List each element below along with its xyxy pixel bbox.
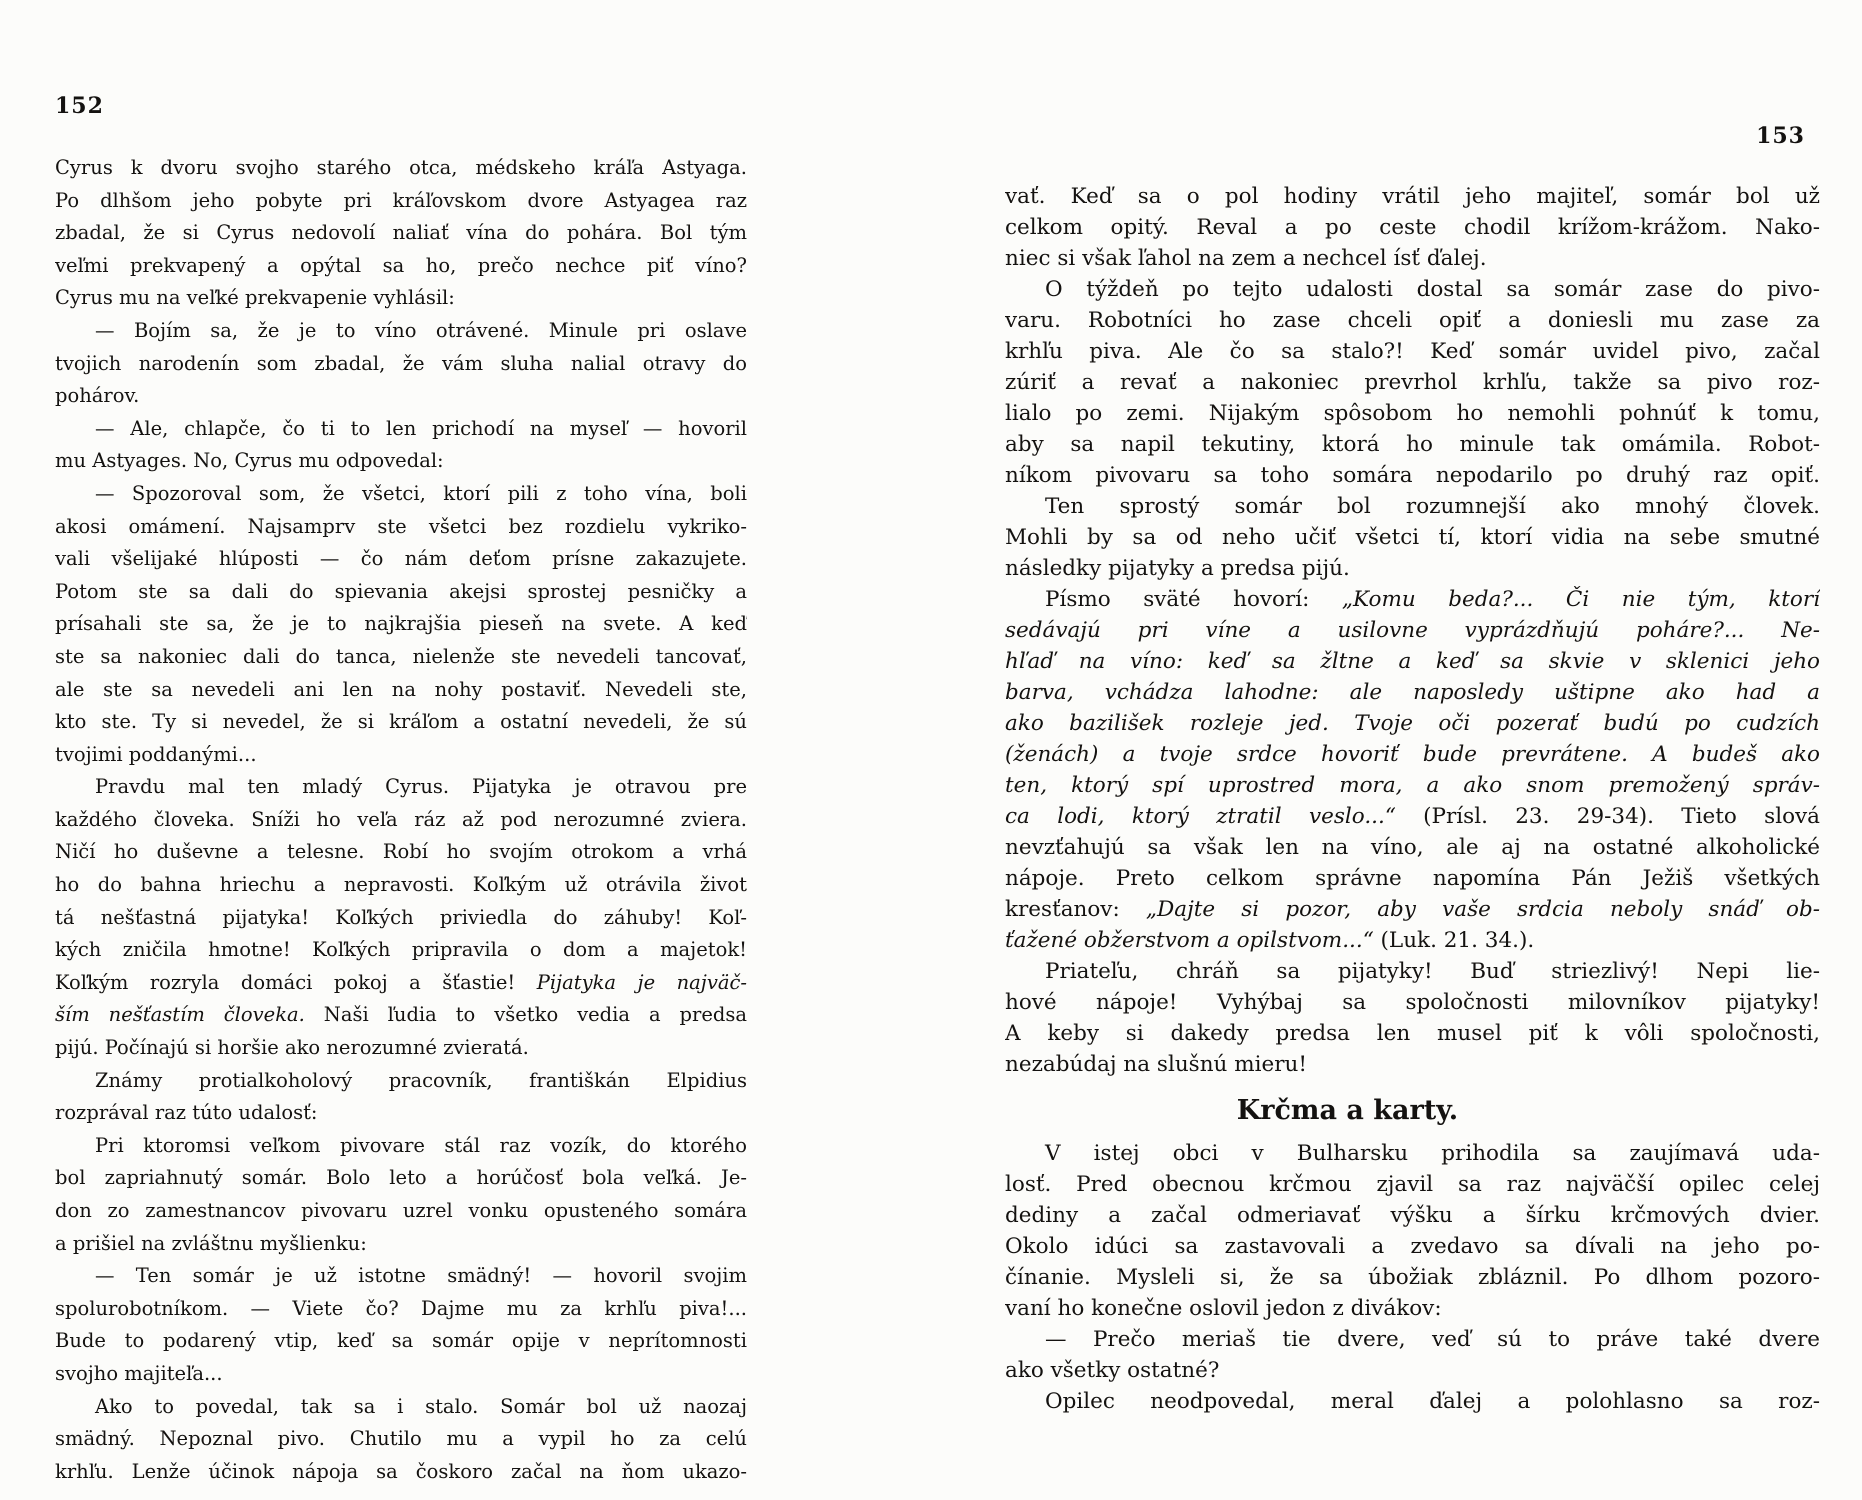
text-line [55,1293,747,1326]
text-segment: Opilec neodpovedal, meral ďalej a polohlasno sa roz- [1045,1389,1820,1414]
text-line [1005,553,1820,584]
text-segment: varu. Robotníci ho zase chceli opiť a doniesli mu zase za [1005,308,1820,333]
italic-text-segment: (ženách) a tvoje srdce hovoriť bude prevrátene. A budeš ako [1005,742,1820,767]
text-line [55,1195,747,1228]
text-line [55,1065,747,1098]
text-segment: ako všetky ostatné? [1005,1358,1220,1383]
text-segment: — Ale, chlapče, čo ti to len prichodí na myseľ — hovoril [95,416,747,440]
text-segment: níkom pivovaru sa toho somára nepodarilo po druhý raz opiť. [1005,463,1820,488]
text-line [55,706,747,739]
text-segment: čínanie. Mysleli si, že sa úbožiak zbláznil. Po dlhom pozoro- [1005,1265,1820,1290]
text-segment: Mohli by sa od neho učiť všetci tí, ktorí vidia na sebe smutné [1005,525,1820,550]
text-segment: Po dlhšom jeho pobyte pri kráľovskom dvore Astyagea raz [55,188,747,212]
text-line [55,1228,747,1261]
text-segment: krhľu piva. Ale čo sa stalo?! Keď somár uvidel pivo, začal [1005,339,1820,364]
text-line [55,641,747,674]
text-line [1005,1138,1820,1169]
text-line [55,1260,747,1293]
italic-text-segment: ca lodi, ktorý ztratil veslo...“ [1005,804,1396,829]
text-line [55,478,747,511]
text-segment: Priateľu, chráň sa pijatyky! Buď striezlivý! Nepi lie- [1045,959,1820,984]
text-line [1005,801,1820,832]
text-segment: Písmo sväté hovorí: [1045,587,1342,612]
text-line [55,934,747,967]
text-line [1005,677,1820,708]
text-segment: vali všelijaké hlúposti — čo nám deťom prísne zakazujete. [55,547,747,571]
text-segment: následky pijatyky a predsa pijú. [1005,556,1350,581]
italic-text-segment: ťažené obžerstvom a opilstvom...“ [1005,928,1374,953]
text-line [1005,212,1820,243]
text-line [55,511,747,544]
text-segment: ho do bahna hriechu a nepravosti. Koľkým už otrávila život [55,873,747,897]
italic-text-segment: hľaď na víno: keď sa žltne a keď sa skvie v sklenici jeho [1005,649,1820,674]
text-line [55,1391,747,1424]
text-segment: O týždeň po tejto udalosti dostal sa somár zase do pivo- [1045,277,1820,302]
text-segment: vaní ho konečne oslovil jedon z divákov: [1005,1296,1442,1321]
left-page-text [55,152,747,1488]
text-segment: Naši ľudia to všetko vedia a predsa [304,1003,747,1027]
text-segment: svojho majiteľa... [55,1361,223,1385]
text-segment: (Prísl. 23. 29-34). Tieto slová [1395,804,1820,829]
text-line [1005,739,1820,770]
text-segment: V istej obci v Bulharsku prihodila sa zaujímavá uda- [1045,1141,1820,1166]
text-line [55,902,747,935]
italic-text-segment: ším nešťastím človeka. [55,1003,305,1027]
text-line [55,967,747,1000]
text-line [1005,491,1820,522]
text-segment: bol zapriahnutý somár. Bolo leto a horúčosť bola veľká. Je- [55,1166,747,1190]
text-segment: spolurobotníkom. — Viete čo? Dajme mu za krhľu piva!... [55,1296,747,1320]
text-segment: (Luk. 21. 34.). [1373,928,1535,953]
text-segment: mu Astyages. No, Cyrus mu odpovedal: [55,449,444,473]
text-line [1005,1386,1820,1417]
text-line [1005,1018,1820,1049]
text-line [55,836,747,869]
italic-text-segment: ten, ktorý spí uprostred mora, a ako snom premožený správ- [1005,773,1820,798]
text-line [1005,243,1820,274]
text-segment: prísahali ste sa, že je to najkrajšia pieseň na svete. A keď [55,612,747,636]
page-number-left: 152 [55,93,104,119]
text-line [1005,1293,1820,1324]
text-line [1005,584,1820,615]
italic-text-segment: „Dajte si pozor, aby vaše srdcia neboly snáď ob- [1145,897,1820,922]
text-line [1005,1169,1820,1200]
text-segment: — Prečo meriaš tie dvere, veď sú to práve také dvere [1045,1327,1820,1352]
italic-text-segment: barva, vchádza lahodne: ale naposledy uštipne ako had a [1005,680,1820,705]
text-line [55,1032,747,1065]
text-line [55,152,747,185]
text-segment: pohárov. [55,384,140,408]
text-line [1005,956,1820,987]
text-line [55,608,747,641]
text-line [55,1456,747,1489]
section-heading: Krčma a karty. [1236,1095,1459,1126]
text-line [1005,615,1820,646]
text-segment: pijú. Počínajú si horšie ako nerozumné zvieratá. [55,1036,529,1060]
left-page [55,93,747,1488]
text-segment: Cyrus k dvoru svojho starého otca, médskeho kráľa Astyaga. [55,156,747,179]
text-line [55,217,747,250]
text-line [1005,987,1820,1018]
text-line [1005,646,1820,677]
text-line [1005,708,1820,739]
text-segment: kresťanov: [1005,897,1146,922]
text-segment: dediny a začal odmeriavať výšku a šírku krčmových dvier. [1005,1203,1820,1228]
text-line [55,869,747,902]
text-segment: losť. Pred obecnou krčmou zjavil sa raz najväčší opilec celej [1005,1172,1820,1197]
text-line [55,1325,747,1358]
text-line [1005,274,1820,305]
text-segment: Známy protialkoholový pracovník, františkán Elpidius [95,1068,747,1092]
text-line [55,380,747,413]
italic-text-segment: ako bazilišek rozleje jed. Tvoje oči pozerať budú po cudzích [1005,711,1820,736]
text-line [55,413,747,446]
text-segment: don zo zamestnancov pivovaru uzrel vonku opusteného somára [55,1199,747,1222]
text-line [55,315,747,348]
text-segment: Ako to povedal, tak sa i stalo. Somár bol už naozaj [95,1394,747,1418]
text-line [55,576,747,609]
text-line [1005,398,1820,429]
text-line [1005,429,1820,460]
text-segment: každého človeka. Sníži ho veľa ráz až pod nerozumné zviera. [55,807,747,831]
text-segment: — Ten somár je už istotne smädný! — hovoril svojim [95,1264,747,1288]
text-segment: Pravdu mal ten mladý Cyrus. Pijatyka je otravou pre [95,775,747,799]
italic-text-segment: Pijatyka je najväč- [536,970,747,994]
text-segment: — Spozoroval som, že všetci, ktorí pili z toho vína, boli [95,481,747,505]
text-segment: niec si však ľahol na zem a nechcel ísť ďalej. [1005,246,1487,271]
text-line [1005,863,1820,894]
text-line [1005,1231,1820,1262]
text-line [55,1423,747,1456]
text-segment: nevzťahujú sa však len na víno, ale aj na ostatné alkoholické [1005,835,1820,860]
text-segment: Okolo idúci sa zastavovali a zvedavo sa dívali na jeho po- [1005,1234,1820,1259]
text-segment: krhľu. Lenže účinok nápoja sa čoskoro začal na ňom ukazo- [55,1459,747,1483]
text-segment: Potom ste sa dali do spievania akejsi sprostej pesničky a [55,579,747,603]
text-line [55,348,747,381]
text-segment: aby sa napil tekutiny, ktorá ho minule tak omámila. Robot- [1005,432,1820,457]
text-segment: Pri ktoromsi veľkom pivovare stál raz vozík, do ktorého [95,1133,747,1157]
text-segment: Cyrus mu na veľké prekvapenie vyhlásil: [55,286,455,310]
text-line [55,674,747,707]
text-line [1005,1200,1820,1231]
text-line [55,282,747,315]
text-line [1005,925,1820,956]
text-line [1005,1324,1820,1355]
text-segment: kých zničila hmotne! Koľkých pripravila o dom a majetok! [55,938,747,962]
text-segment: tvojimi poddanými... [55,742,257,766]
text-segment: Ten sprostý somár bol rozumnejší ako mnohý človek. [1045,494,1820,519]
text-line [55,1130,747,1163]
text-segment: Ničí ho duševne a telesne. Robí ho svojím otrokom a vrhá [55,840,747,864]
text-segment: tvojich narodenín som zbadal, že vám sluha nalial otravy do [55,351,747,375]
text-line [1005,336,1820,367]
text-segment: zúriť a revať a nakoniec prevrhol krhľu, takže sa pivo roz- [1005,370,1820,395]
text-segment: A keby si dakedy predsa len musel piť k vôli spoločnosti, [1005,1021,1820,1046]
text-segment: zbadal, že si Cyrus nedovolí naliať vína do pohára. Bol tým [55,221,747,245]
text-line [1005,832,1820,863]
text-segment: akosi omámení. Najsamprv ste všetci bez rozdielu vykriko- [55,514,747,538]
text-line [55,1358,747,1391]
text-segment: ste sa nakoniec dali do tanca, nielenže ste nevedeli tancovať, [55,644,747,668]
right-page [1005,123,1820,1417]
right-page-text-lower [1005,1138,1820,1417]
text-segment: nezabúdaj na slušnú mieru! [1005,1052,1307,1077]
text-line [55,739,747,772]
text-line [55,543,747,576]
text-segment: Bude to podarený vtip, keď sa somár opije v neprítomnosti [55,1329,747,1353]
text-segment: kto ste. Ty si nevedel, že si kráľom a ostatní nevedeli, že sú [55,710,747,734]
text-segment: — Bojím sa, že je to víno otrávené. Minule pri oslave [95,318,747,342]
text-segment: nápoje. Preto celkom správne napomína Pán Ježiš všetkých [1005,866,1820,891]
page-number-right: 153 [1756,123,1805,149]
text-segment: ale ste sa nevedeli ani len na nohy postaviť. Nevedeli ste, [55,677,747,701]
text-segment: Koľkým rozryla domáci pokoj a šťastie! [55,970,537,994]
text-segment: vať. Keď sa o pol hodiny vrátil jeho majiteľ, somár bol už [1005,184,1820,209]
text-line [55,771,747,804]
text-line [1005,460,1820,491]
text-segment: a prišiel na zvláštnu myšlienku: [55,1231,367,1255]
text-line [1005,305,1820,336]
text-segment: celkom opitý. Reval a po ceste chodil krížom-krážom. Nako- [1005,215,1820,240]
text-line [1005,181,1820,212]
text-segment: veľmi prekvapený a opýtal sa ho, prečo nechce piť víno? [55,253,747,277]
text-line [55,185,747,218]
text-line [55,804,747,837]
text-line [1005,522,1820,553]
text-line [1005,770,1820,801]
text-segment: tá nešťastná pijatyka! Koľkých priviedla do záhuby! Koľ- [55,905,747,929]
text-line [55,1162,747,1195]
italic-text-segment: sedávajú pri víne a usilovne vyprázdňujú poháre?... Ne- [1005,618,1820,643]
italic-text-segment: „Komu beda?... Či nie tým, ktorí [1341,587,1820,612]
right-page-text-upper [1005,181,1820,1080]
text-line [1005,894,1820,925]
text-line [1005,1049,1820,1080]
text-line [55,445,747,478]
text-segment: smädný. Nepoznal pivo. Chutilo mu a vypil ho za celú [55,1427,747,1451]
text-line [1005,1262,1820,1293]
text-line [55,1097,747,1130]
text-segment: rozprával raz túto udalosť: [55,1101,318,1125]
text-line [55,250,747,283]
text-line [55,999,747,1032]
text-line [1005,1355,1820,1386]
text-segment: lialo po zemi. Nijakým spôsobom ho nemohli pohnúť k tomu, [1005,401,1820,426]
text-line [1005,367,1820,398]
text-segment: hové nápoje! Vyhýbaj sa spoločnosti milovníkov pijatyky! [1005,990,1820,1015]
